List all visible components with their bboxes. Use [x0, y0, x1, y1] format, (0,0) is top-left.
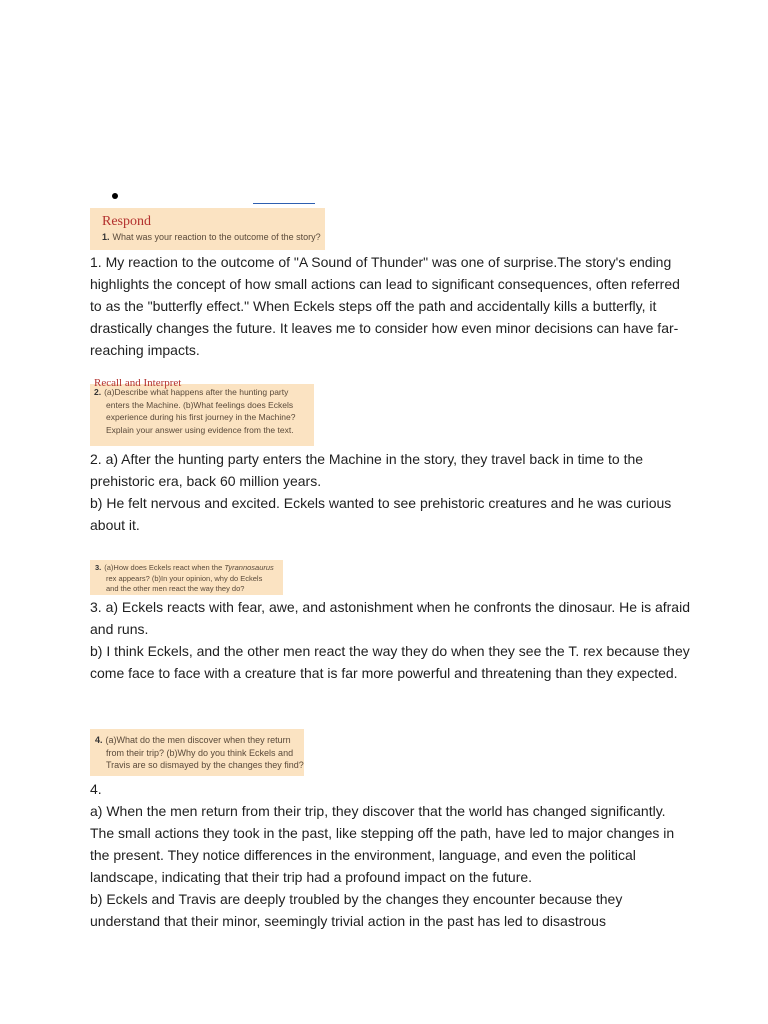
question-line: 4. (a)What do the men discover when they return: [95, 735, 291, 745]
question-line: rex appears? (b)In your opinion, why do Eckels: [106, 573, 263, 583]
respond-heading: Respond: [102, 214, 151, 229]
question-line: Explain your answer using evidence from the text.: [106, 424, 294, 435]
question-2-text: [94, 384, 314, 436]
answer-2-part-b: b) He felt nervous and excited. Eckels wanted to see prehistoric creatures and he was curious about it.: [90, 495, 672, 533]
question-1-text: [102, 232, 325, 243]
question-number: 2.: [94, 387, 102, 397]
question-line: Travis are so dismayed by the changes they find?: [106, 760, 304, 770]
question-line: 2. (a)Describe what happens after the hunting party: [94, 387, 289, 397]
question-number: 3.: [95, 563, 102, 572]
question-1-image: [90, 208, 325, 250]
answer-1: [90, 251, 690, 361]
answer-3: [90, 596, 690, 684]
question-2-image: [90, 377, 314, 446]
recall-interpret-heading: Recall and Interpret: [94, 377, 182, 389]
bullet-list-item: [112, 188, 332, 206]
hyperlink-underline[interactable]: [253, 203, 315, 204]
question-line: 3. (a)How does Eckels react when the Tyrannosaurus: [95, 563, 274, 572]
answer-2: [90, 448, 690, 536]
bullet-icon: [112, 193, 118, 199]
question-line: experience during his first journey in the Machine?: [106, 412, 296, 422]
question-line: enters the Machine. (b)What feelings does Eckels: [106, 399, 294, 410]
answer-3-part-a: 3. a) Eckels reacts with fear, awe, and astonishment when he confronts the dinosaur. He is afraid and runs.: [90, 599, 690, 637]
answer-3-part-b: b) I think Eckels, and the other men react the way they do when they see the T. rex because they come face to face with a creature that is far more powerful and threatening than they expected.: [90, 643, 690, 681]
question-line: and the other men react the way they do?: [106, 584, 245, 593]
answer-1-paragraph: 1. My reaction to the outcome of "A Sound of Thunder" was one of surprise.The story's ending highlights the concept of how small actions can lead to significant consequences, often referred to as the "butterfly effect." When Eckels steps off the path and accidentally kills a butterfly, it drastically changes the future. It leaves me to consider how even minor decisions can have far-reaching impacts.: [90, 254, 680, 358]
question-line: What was your reaction to the outcome of the story?: [112, 232, 321, 242]
question-number: 1.: [102, 232, 110, 242]
answer-4-part-a: a) When the men return from their trip, they discover that the world has changed significantly. The small actions they took in the past, like stepping off the path, have led to major changes in the present. They notice differences in the environment, language, and even the political landscape, indicating that their trip had a profound impact on the future.: [90, 803, 675, 885]
answer-4-part-b: b) Eckels and Travis are deeply troubled by the changes they encounter because they understand that their minor, seemingly trivial action in the past has led to disastrous: [90, 891, 623, 929]
answer-2-part-a: 2. a) After the hunting party enters the Machine in the story, they travel back in time to the prehistoric era, back 60 million years.: [90, 451, 644, 489]
question-3-image: [90, 560, 283, 595]
question-4-text: [95, 734, 304, 772]
answer-4-number: 4.: [90, 781, 102, 797]
question-number: 4.: [95, 735, 103, 745]
question-line: from their trip? (b)Why do you think Eckels and: [106, 747, 294, 758]
question-4-image: [90, 729, 304, 776]
question-3-text: [95, 563, 283, 595]
answer-4: [90, 778, 690, 932]
